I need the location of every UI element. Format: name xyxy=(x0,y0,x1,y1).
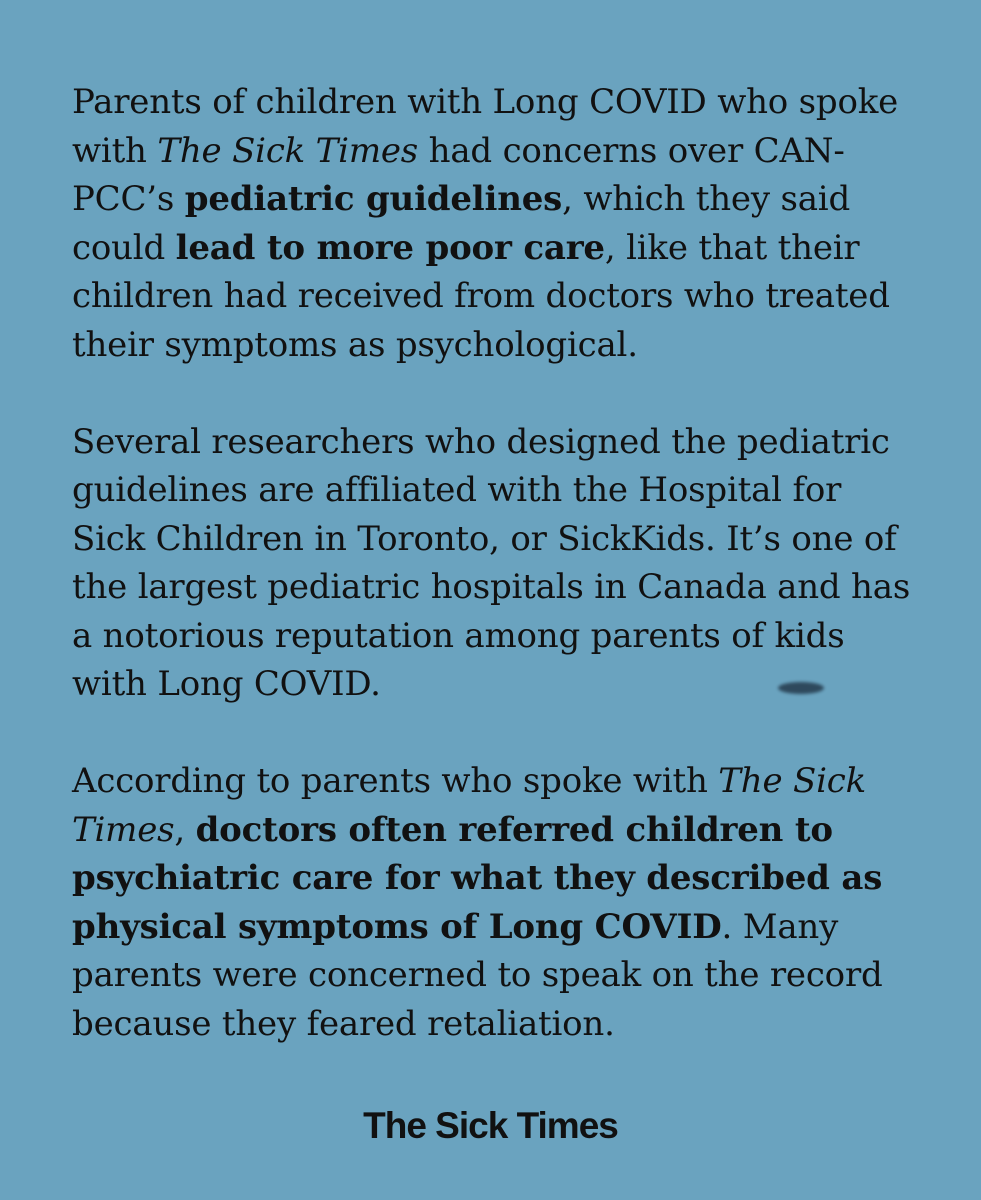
paragraph-2 xyxy=(72,418,922,709)
publication-logo: The Sick Times xyxy=(363,1105,618,1146)
paragraph-3-text-2: , xyxy=(174,809,196,850)
paragraph-3-text-1: According to parents who spoke with xyxy=(72,761,719,801)
article-body xyxy=(72,78,922,1048)
paragraph-1-text-4: , like that their children had received from doctors who treated their symptoms as psychological. xyxy=(72,227,890,365)
ink-smudge-mark xyxy=(778,682,824,694)
paragraph-1-text-2: had concerns over CAN-PCC’s xyxy=(72,130,845,219)
emphasis-poor-care: lead to more poor care xyxy=(175,227,605,268)
paragraph-2-text: Several researchers who designed the pediatric guidelines are affiliated with the Hospital for Sick Children in Toronto, or SickKids. It’s one of the largest pediatric hospitals in Canada and has a notorious reputation among parents of kids with Long COVID. xyxy=(72,421,911,704)
paragraph-3 xyxy=(72,757,922,1048)
paragraph-1-text-3: , which they said could xyxy=(72,179,851,268)
publication-name: The Sick Times xyxy=(72,761,866,850)
paragraph-1 xyxy=(72,78,922,369)
paragraph-3-text-3: . Many parents were concerned to speak on the record because they feared retaliation. xyxy=(72,906,883,1044)
publication-name: The Sick Times xyxy=(157,130,419,171)
emphasis-pediatric-guidelines: pediatric guidelines xyxy=(184,179,563,219)
paragraph-1-text-1: Parents of children with Long COVID who spoke with xyxy=(72,82,899,171)
emphasis-psychiatric-referrals: doctors often referred children to psychiatric care for what they described as physical symptoms of Long COVID xyxy=(72,809,883,947)
